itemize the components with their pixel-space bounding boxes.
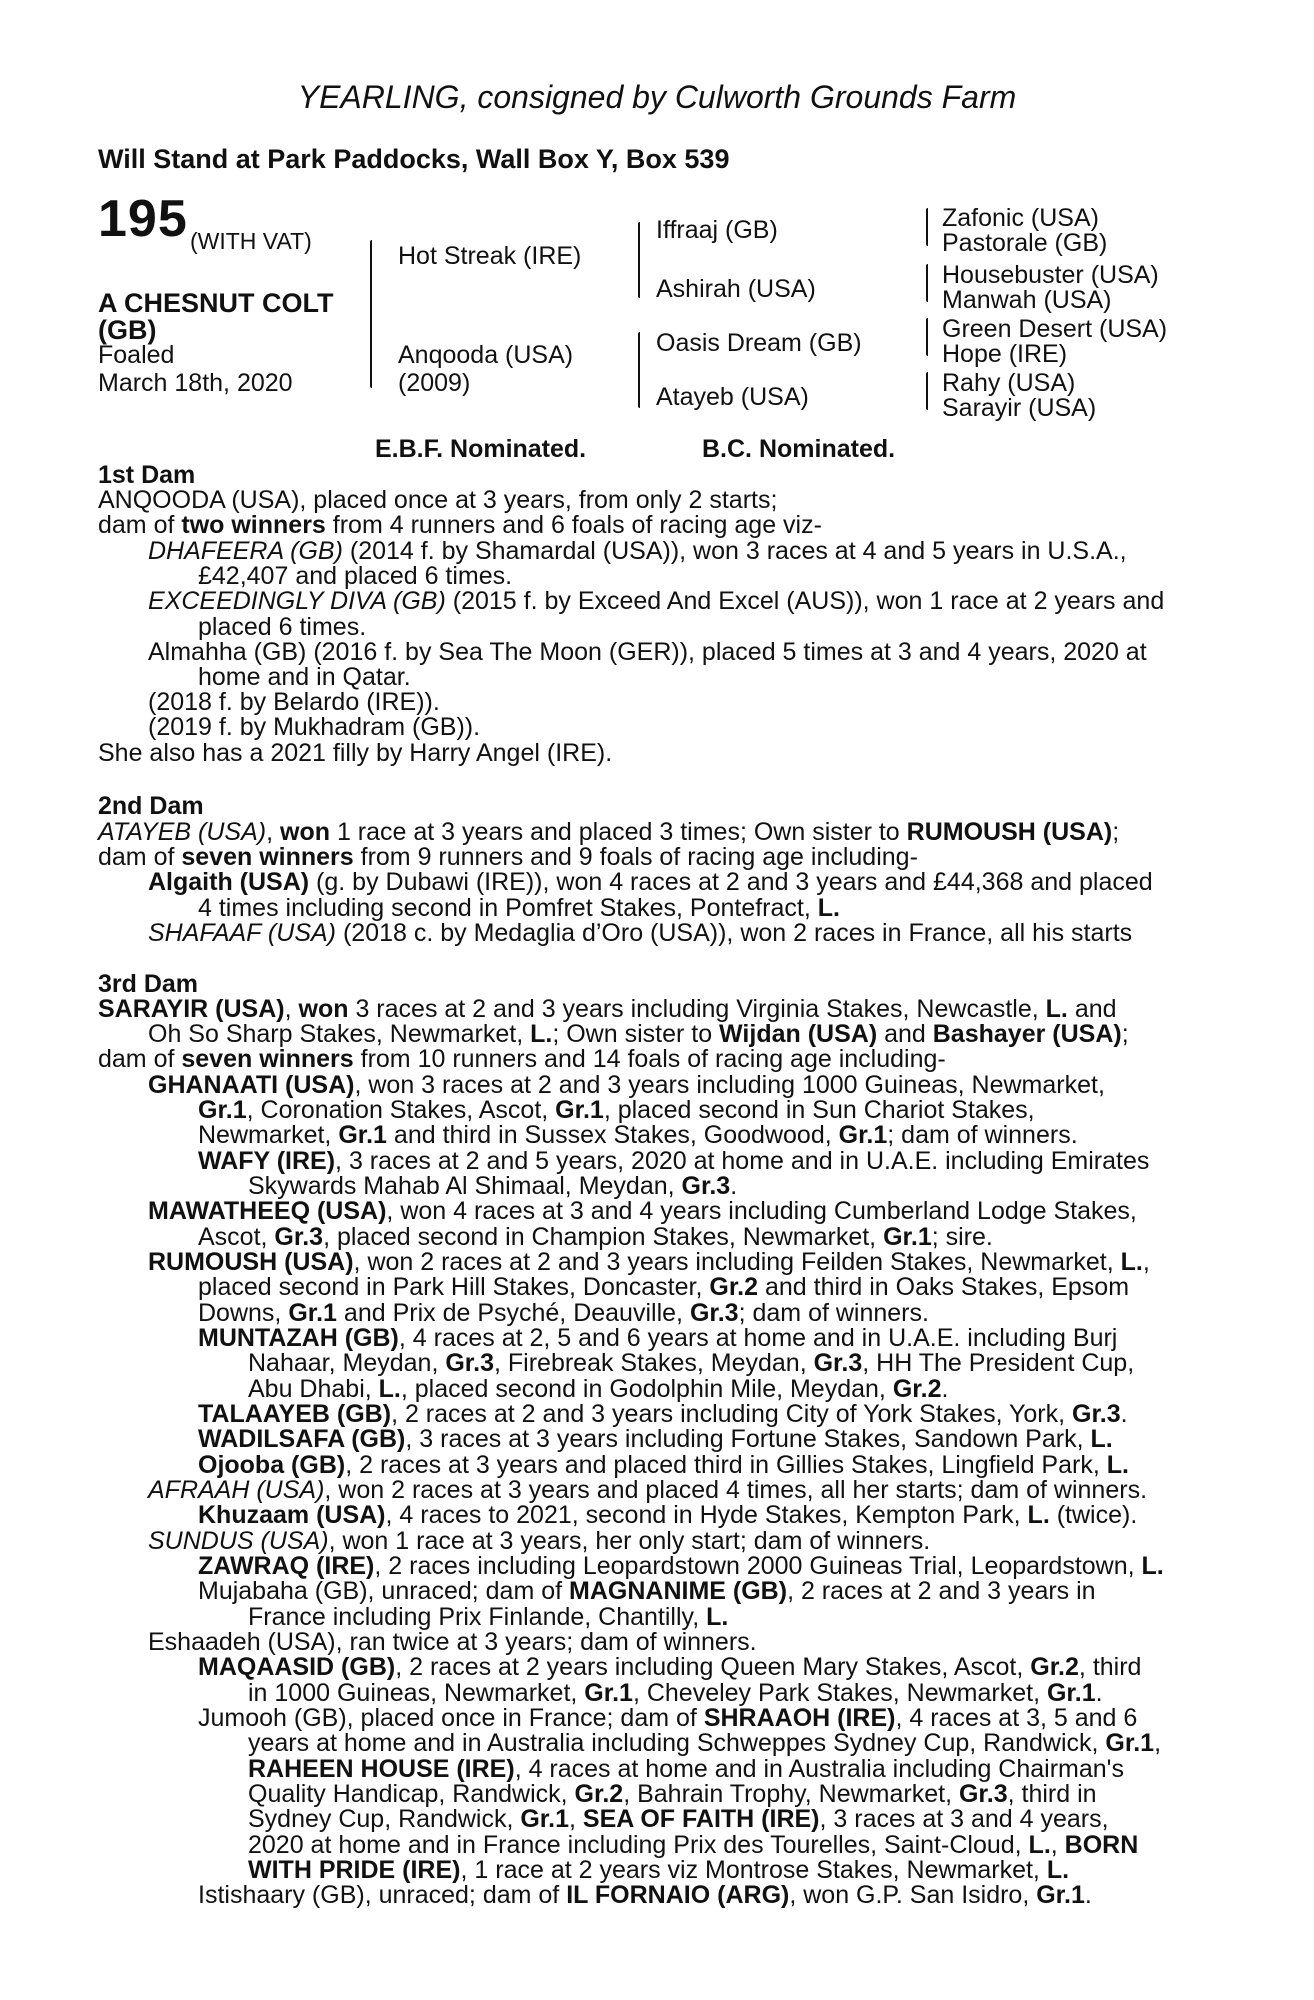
text-line: Newmarket, Gr.1 and third in Sussex Stakes, Goodwood, Gr.1; dam of winners. <box>198 1121 1078 1149</box>
text-line: MUNTAZAH (GB), 4 races at 2, 5 and 6 years at home and in U.A.E. including Burj <box>198 1324 1118 1352</box>
text-line: EXCEEDINGLY DIVA (GB) (2015 f. by Exceed And Excel (AUS)), won 1 race at 2 years and <box>148 587 1165 615</box>
foaled-date: March 18th, 2020 <box>98 369 293 397</box>
text-line: placed 6 times. <box>198 613 367 641</box>
text-line: WITH PRIDE (IRE), 1 race at 2 years viz Montrose Stakes, Newmarket, L. <box>248 1856 1070 1884</box>
text-line: RUMOUSH (USA), won 2 races at 2 and 3 years including Feilden Stakes, Newmarket, L., <box>148 1248 1150 1276</box>
text-line: France including Prix Finlande, Chantilly, L. <box>248 1603 729 1631</box>
pedigree-brace-g1 <box>926 208 928 246</box>
text-line: MAQAASID (GB), 2 races at 2 years including Queen Mary Stakes, Ascot, Gr.2, third <box>198 1653 1142 1681</box>
pedigree-brace-sire <box>638 222 640 298</box>
text-line: Jumooh (GB), placed once in France; dam of SHRAAOH (IRE), 4 races at 3, 5 and 6 <box>198 1704 1138 1732</box>
text-line: TALAAYEB (GB), 2 races at 2 and 3 years including City of York Stakes, York, Gr.3. <box>198 1400 1128 1428</box>
text-line: Khuzaam (USA), 4 races to 2021, second in Hyde Stakes, Kempton Park, L. (twice). <box>198 1501 1138 1529</box>
pedigree-g2: Pastorale (GB) <box>942 229 1108 257</box>
text-line: placed second in Park Hill Stakes, Doncaster, Gr.2 and third in Oaks Stakes, Epsom <box>198 1273 1130 1301</box>
text-line: Ascot, Gr.3, placed second in Champion Stakes, Newmarket, Gr.1; sire. <box>198 1223 993 1251</box>
text-line: Abu Dhabi, L., placed second in Godolphin Mile, Meydan, Gr.2. <box>248 1375 949 1403</box>
section-heading-3rd-dam: 3rd Dam <box>98 970 199 998</box>
text-line: (2018 f. by Belardo (IRE)). <box>148 688 440 716</box>
section-heading-2nd-dam: 2nd Dam <box>98 792 204 820</box>
pedigree-dam-dam: Atayeb (USA) <box>656 383 809 411</box>
text-line: DHAFEERA (GB) (2014 f. by Shamardal (USA)), won 3 races at 4 and 5 years in U.S.A., <box>148 537 1127 565</box>
pedigree-dam: Anqooda (USA) <box>398 341 574 369</box>
text-line: £42,407 and placed 6 times. <box>198 562 513 590</box>
text-line: Oh So Sharp Stakes, Newmarket, L.; Own sister to Wijdan (USA) and Bashayer (USA); <box>148 1020 1129 1048</box>
text-line: SHAFAAF (USA) (2018 c. by Medaglia d’Oro (USA)), won 2 races in France, all his starts <box>148 919 1133 947</box>
text-line: dam of seven winners from 10 runners and 14 foals of racing age including- <box>98 1045 946 1073</box>
stand-location: Will Stand at Park Paddocks, Wall Box Y, Box 539 <box>98 144 730 174</box>
pedigree-g7: Rahy (USA) <box>942 369 1076 397</box>
pedigree-sire-dam: Ashirah (USA) <box>656 275 816 303</box>
text-line: ZAWRAQ (IRE), 2 races including Leopardstown 2000 Guineas Trial, Leopardstown, L. <box>198 1552 1164 1580</box>
text-line: Gr.1, Coronation Stakes, Ascot, Gr.1, placed second in Sun Chariot Stakes, <box>198 1096 1035 1124</box>
pedigree-brace-g4 <box>926 372 928 410</box>
text-line: Algaith (USA) (g. by Dubawi (IRE)), won 4 races at 2 and 3 years and £44,368 and placed <box>148 868 1153 896</box>
lot-country: (GB) <box>98 315 157 345</box>
text-line: (2019 f. by Mukhadram (GB)). <box>148 713 481 741</box>
lot-number: 195 <box>98 190 188 248</box>
text-line: Sydney Cup, Randwick, Gr.1, SEA OF FAITH (IRE), 3 races at 3 and 4 years, <box>248 1805 1109 1833</box>
pedigree-brace-main <box>370 240 372 388</box>
pedigree-sire: Hot Streak (IRE) <box>398 242 582 270</box>
pedigree-g5: Green Desert (USA) <box>942 315 1168 343</box>
text-line: WAFY (IRE), 3 races at 2 and 5 years, 2020 at home and in U.A.E. including Emirates <box>198 1147 1150 1175</box>
text-line: Istishaary (GB), unraced; dam of IL FORNAIO (ARG), won G.P. San Isidro, Gr.1. <box>198 1881 1092 1909</box>
foaled-label: Foaled <box>98 341 175 369</box>
pedigree-brace-g3 <box>926 318 928 356</box>
text-line: Quality Handicap, Randwick, Gr.2, Bahrain Trophy, Newmarket, Gr.3, third in <box>248 1780 1097 1808</box>
pedigree-brace-dam <box>638 332 640 408</box>
text-line: Almahha (GB) (2016 f. by Sea The Moon (GER)), placed 5 times at 3 and 4 years, 2020 at <box>148 638 1147 666</box>
pedigree-g6: Hope (IRE) <box>942 340 1068 368</box>
page-title: YEARLING, consigned by Culworth Grounds Farm <box>297 79 1017 115</box>
text-line: Skywards Mahab Al Shimaal, Meydan, Gr.3. <box>248 1172 738 1200</box>
text-line: RAHEEN HOUSE (IRE), 4 races at home and in Australia including Chairman's <box>248 1755 1124 1783</box>
text-line: SUNDUS (USA), won 1 race at 3 years, her only start; dam of winners. <box>148 1527 931 1555</box>
text-line: Downs, Gr.1 and Prix de Psyché, Deauville, Gr.3; dam of winners. <box>198 1299 929 1327</box>
pedigree-g1: Zafonic (USA) <box>942 204 1099 232</box>
text-line: WADILSAFA (GB), 3 races at 3 years including Fortune Stakes, Sandown Park, L. <box>198 1425 1113 1453</box>
text-line: ATAYEB (USA), won 1 race at 3 years and placed 3 times; Own sister to RUMOUSH (USA); <box>98 818 1120 846</box>
text-line: AFRAAH (USA), won 2 races at 3 years and placed 4 times, all her starts; dam of winners. <box>148 1476 1148 1504</box>
text-line: GHANAATI (USA), won 3 races at 2 and 3 years including 1000 Guineas, Newmarket, <box>148 1071 1105 1099</box>
pedigree-dam-sire: Oasis Dream (GB) <box>656 329 862 357</box>
text-line: dam of two winners from 4 runners and 6 foals of racing age viz- <box>98 511 822 539</box>
section-heading-1st-dam: 1st Dam <box>98 461 196 489</box>
pedigree-dam-year: (2009) <box>398 369 471 397</box>
pedigree-g8: Sarayir (USA) <box>942 394 1097 422</box>
text-line: Nahaar, Meydan, Gr.3, Firebreak Stakes, Meydan, Gr.3, HH The President Cup, <box>248 1349 1135 1377</box>
pedigree-g3: Housebuster (USA) <box>942 261 1159 289</box>
text-line: Eshaadeh (USA), ran twice at 3 years; dam of winners. <box>148 1628 757 1656</box>
lot-description: A CHESNUT COLT <box>98 288 334 318</box>
bc-nomination: B.C. Nominated. <box>702 435 896 463</box>
text-line: home and in Qatar. <box>198 663 411 691</box>
text-line: SARAYIR (USA), won 3 races at 2 and 3 years including Virginia Stakes, Newcastle, L. and <box>98 995 1117 1023</box>
text-line: MAWATHEEQ (USA), won 4 races at 3 and 4 years including Cumberland Lodge Stakes, <box>148 1197 1137 1225</box>
pedigree-sire-sire: Iffraaj (GB) <box>656 216 778 244</box>
text-line: Ojooba (GB), 2 races at 3 years and placed third in Gillies Stakes, Lingfield Park, L. <box>198 1451 1129 1479</box>
text-line: ANQOODA (USA), placed once at 3 years, from only 2 starts; <box>98 486 778 514</box>
vat-note: (WITH VAT) <box>190 228 312 254</box>
text-line: years at home and in Australia including Schweppes Sydney Cup, Randwick, Gr.1, <box>248 1729 1162 1757</box>
pedigree-g4: Manwah (USA) <box>942 286 1112 314</box>
pedigree-brace-g2 <box>926 264 928 302</box>
text-line: 4 times including second in Pomfret Stakes, Pontefract, L. <box>198 894 840 922</box>
text-line: in 1000 Guineas, Newmarket, Gr.1, Cheveley Park Stakes, Newmarket, Gr.1. <box>248 1679 1103 1707</box>
text-line: Mujabaha (GB), unraced; dam of MAGNANIME (GB), 2 races at 2 and 3 years in <box>198 1577 1096 1605</box>
ebf-nomination: E.B.F. Nominated. <box>375 435 587 463</box>
text-line: dam of seven winners from 9 runners and 9 foals of racing age including- <box>98 843 918 871</box>
text-line: 2020 at home and in France including Prix des Tourelles, Saint-Cloud, L., BORN <box>248 1831 1139 1859</box>
text-line: She also has a 2021 filly by Harry Angel (IRE). <box>98 739 613 767</box>
